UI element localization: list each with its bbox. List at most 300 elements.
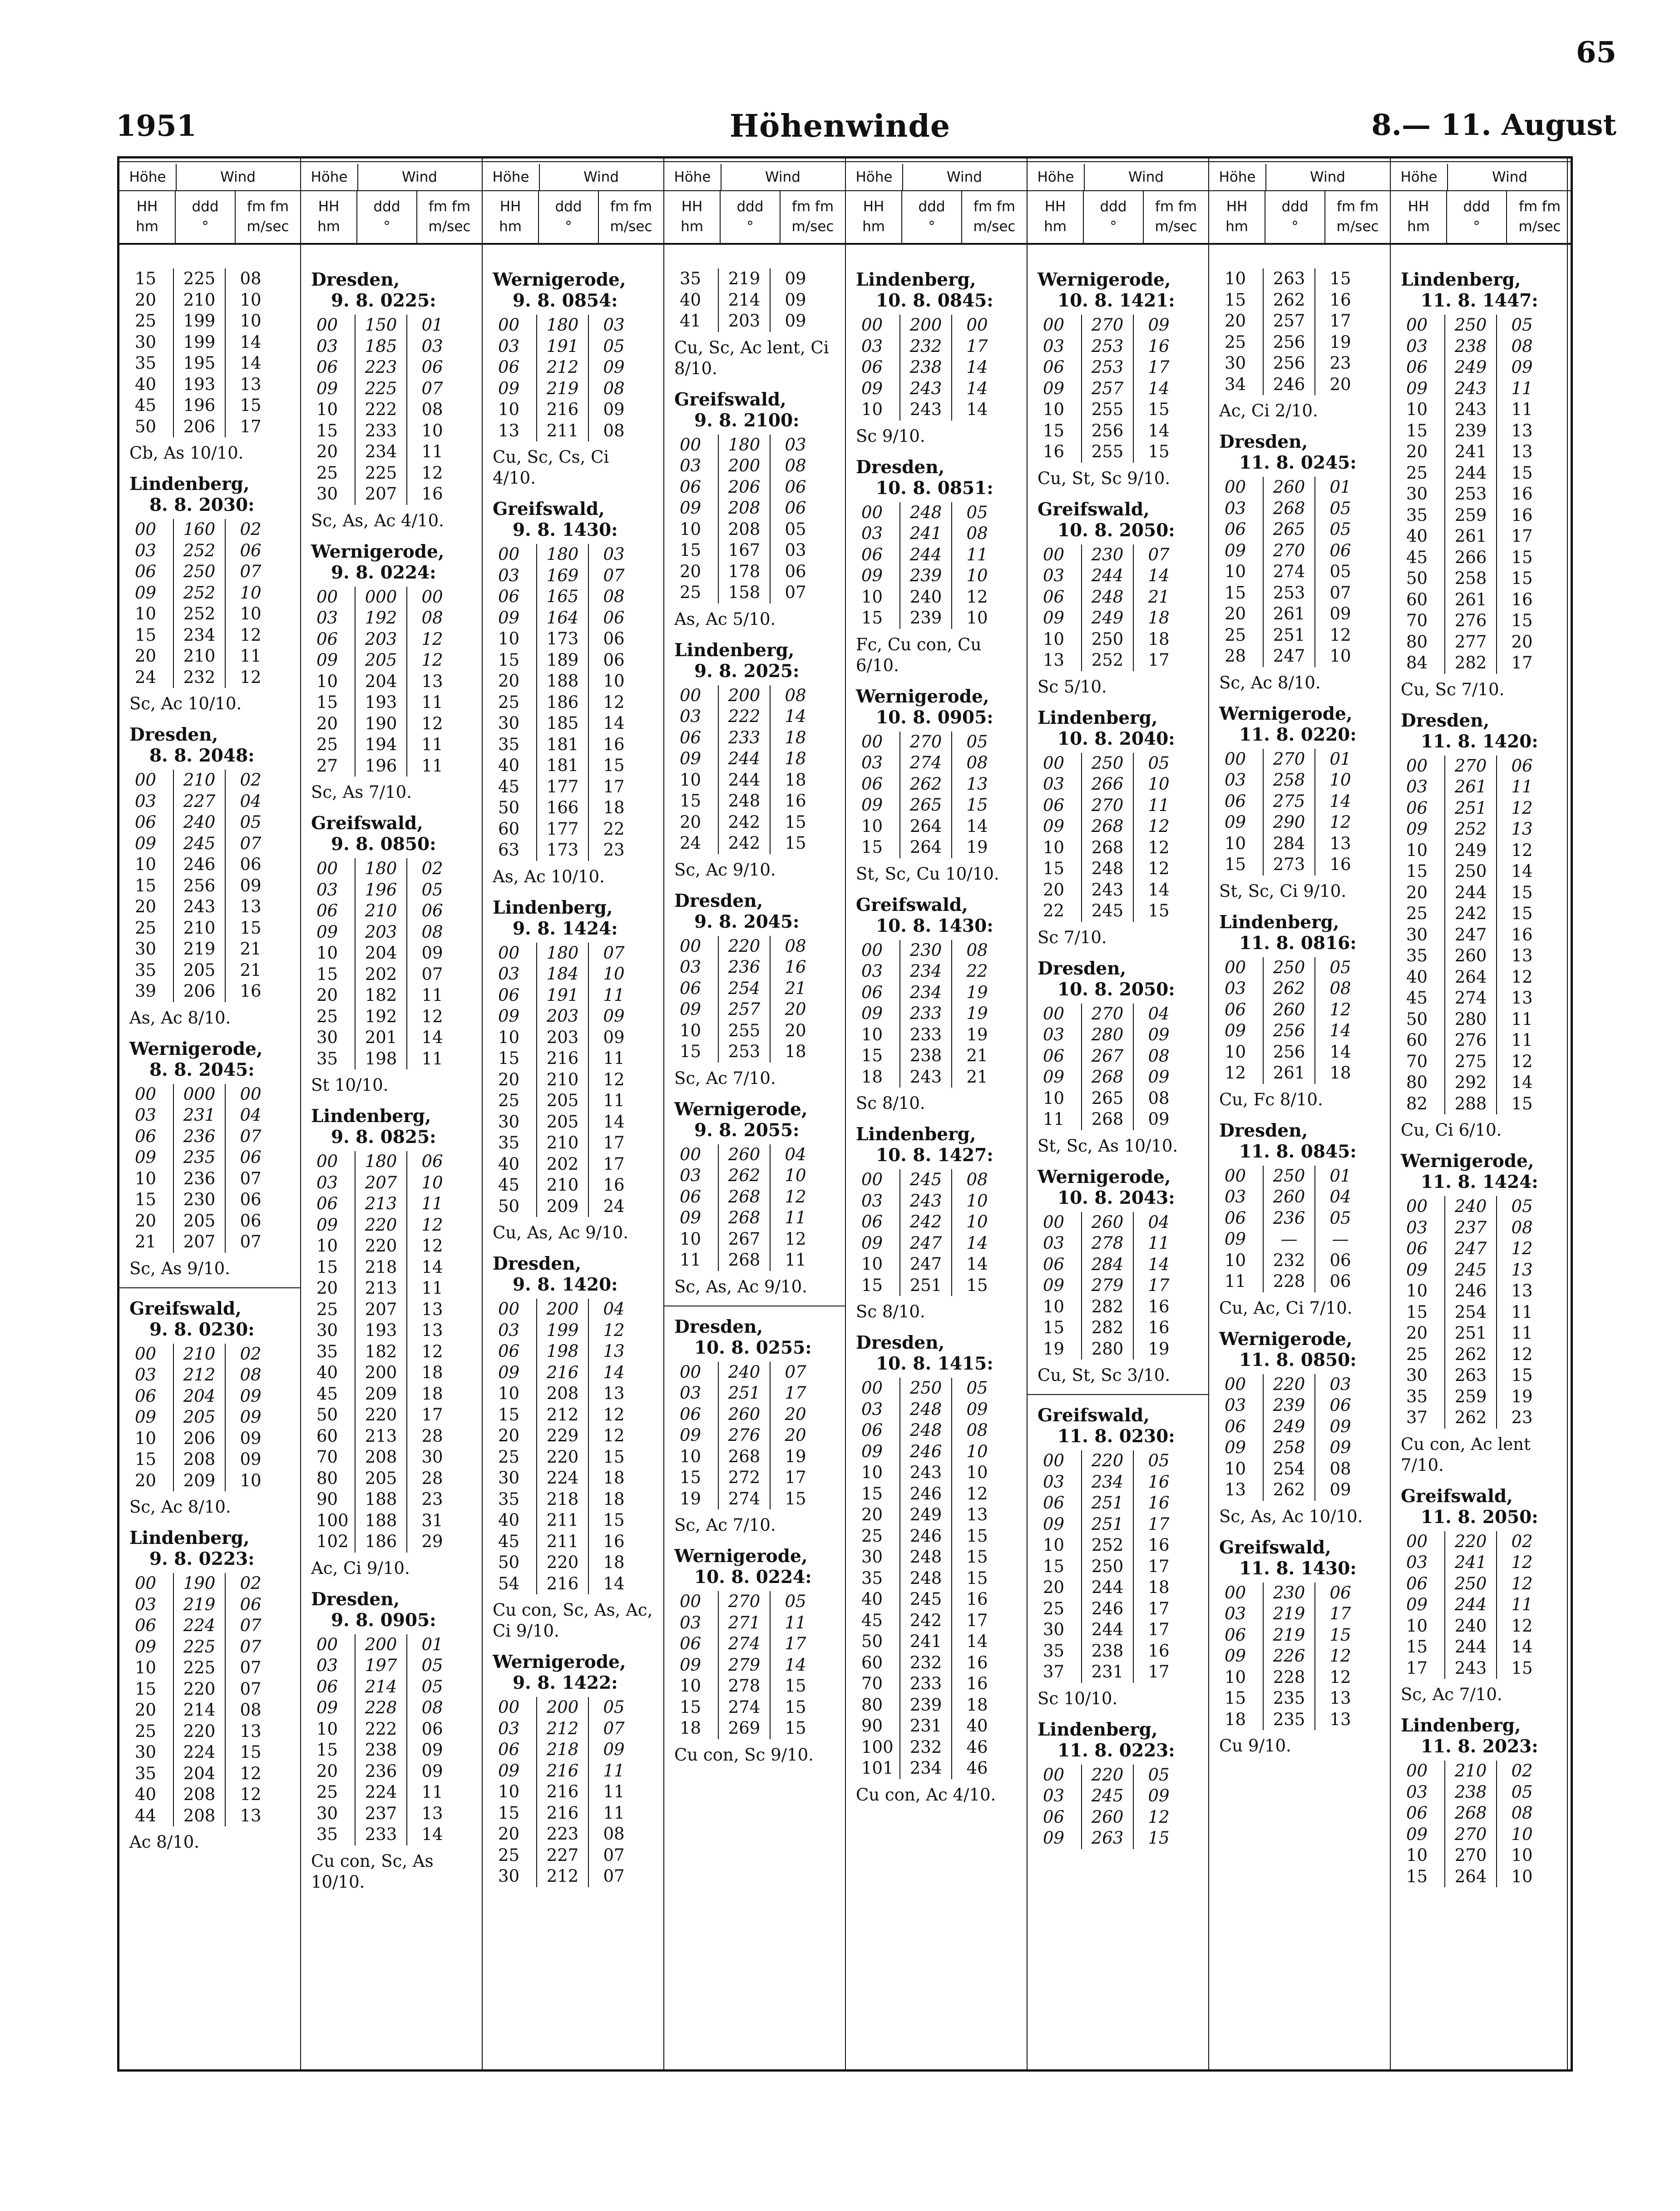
direction-cell: 253 <box>1445 484 1497 505</box>
speed-cell: 11 <box>1511 1302 1533 1322</box>
height-cell: 00 <box>861 502 883 522</box>
height-cell: 15 <box>135 269 157 288</box>
height-cell: 06 <box>1043 587 1065 607</box>
table-row <box>674 1612 820 1634</box>
speed-cell: 14 <box>603 1112 625 1132</box>
height-cell: 63 <box>498 840 520 860</box>
table-row <box>1038 1786 1184 1807</box>
speed-cell: 11 <box>785 1208 806 1227</box>
speed-cell: 08 <box>966 940 988 960</box>
cloud-note: Cu 9/10. <box>1219 1736 1291 1756</box>
direction-cell: 233 <box>718 727 770 749</box>
cloud-note: Sc, Ac 7/10. <box>674 1515 776 1535</box>
table-row <box>856 1191 1002 1212</box>
speed-cell: 17 <box>421 1405 443 1425</box>
direction-cell: 227 <box>537 1845 588 1866</box>
table-row <box>1401 882 1547 904</box>
direction-cell: 244 <box>1082 1577 1133 1598</box>
table-row <box>1038 587 1184 608</box>
speed-cell: 07 <box>603 1866 625 1886</box>
height-cell: 06 <box>680 1187 702 1207</box>
station-block <box>1219 1329 1380 1527</box>
height-cell: 90 <box>316 1489 338 1509</box>
table-row <box>311 629 457 650</box>
table-row <box>856 336 1002 357</box>
table-row <box>1038 816 1184 837</box>
table-row <box>1401 1093 1547 1115</box>
direction-cell: 247 <box>1445 1238 1497 1260</box>
speed-cell: 14 <box>1329 1042 1351 1062</box>
table-row <box>1401 1637 1547 1658</box>
height-cell: 03 <box>1225 1187 1246 1207</box>
table-row <box>1401 1196 1547 1217</box>
table-row <box>856 1169 1002 1191</box>
table-row <box>674 812 820 833</box>
station-block <box>1038 269 1198 489</box>
speed-cell: 15 <box>1511 1658 1533 1678</box>
table-row <box>311 1719 457 1740</box>
station-time: 9. 8. 2025: <box>694 660 800 682</box>
speed-cell: 18 <box>421 1384 443 1404</box>
speed-cell: 13 <box>421 1299 443 1319</box>
height-cell: 03 <box>1225 979 1246 998</box>
table-row <box>1219 770 1365 791</box>
speed-cell: 09 <box>603 1006 625 1026</box>
table-row <box>1219 833 1365 855</box>
station-time: 11. 8. 0245: <box>1239 452 1357 473</box>
speed-cell: 17 <box>966 336 988 356</box>
height-cell: 15 <box>135 1449 157 1469</box>
table-row <box>311 1634 457 1656</box>
speed-cell: 18 <box>1329 1063 1351 1083</box>
speed-cell: 07 <box>240 1168 262 1188</box>
direction-cell: 222 <box>355 399 407 420</box>
direction-cell: 233 <box>355 1824 407 1845</box>
direction-cell: 181 <box>537 734 588 756</box>
speed-cell: 12 <box>603 1426 625 1445</box>
header-hoehe: Höhe <box>1028 164 1085 190</box>
height-cell: 45 <box>1406 547 1428 567</box>
height-cell: 06 <box>1406 1573 1428 1593</box>
height-cell: 20 <box>316 713 338 733</box>
table-row <box>129 332 276 353</box>
station-time: 10. 8. 0845: <box>876 290 993 311</box>
speed-cell: 12 <box>421 713 443 733</box>
direction-cell: 190 <box>173 1573 225 1594</box>
direction-cell: 270 <box>1445 1845 1497 1866</box>
speed-cell: 05 <box>1148 753 1170 773</box>
speed-cell: 10 <box>1511 1845 1533 1865</box>
speed-cell: 15 <box>1148 400 1170 419</box>
direction-cell: 260 <box>718 1404 770 1425</box>
table-row <box>856 1737 1002 1758</box>
table-row <box>674 519 820 540</box>
table-row <box>1401 378 1547 400</box>
speed-cell: 13 <box>1511 1260 1533 1280</box>
table-row <box>311 1215 457 1236</box>
station-name: Lindenberg, <box>856 1124 976 1145</box>
column-header <box>483 164 663 245</box>
table-row <box>129 1637 276 1658</box>
height-cell: 60 <box>316 1426 338 1446</box>
height-cell: 03 <box>1406 1217 1428 1237</box>
table-row <box>856 1568 1002 1589</box>
height-cell: 28 <box>1225 646 1246 666</box>
speed-cell: 17 <box>1148 357 1170 377</box>
height-cell: 20 <box>135 1211 157 1231</box>
direction-cell: 227 <box>173 791 225 812</box>
station-block <box>856 895 1017 1114</box>
speed-cell: 19 <box>1148 1339 1170 1359</box>
direction-cell: 272 <box>718 1467 770 1489</box>
direction-cell: 223 <box>355 357 407 378</box>
station-name: Lindenberg, <box>1401 269 1521 290</box>
height-cell: 15 <box>1225 290 1246 310</box>
speed-cell: 13 <box>240 1721 262 1741</box>
height-cell: 03 <box>316 1172 338 1192</box>
direction-cell: 210 <box>173 918 225 939</box>
height-cell: 30 <box>1225 353 1246 373</box>
direction-cell: 248 <box>900 1547 952 1568</box>
direction-cell: 212 <box>537 357 588 378</box>
speed-cell: 05 <box>1329 1208 1351 1228</box>
station-time: 10. 8. 1415: <box>876 1353 993 1374</box>
height-cell: 15 <box>1043 1318 1065 1337</box>
height-cell: 09 <box>1043 816 1065 836</box>
speed-cell: 18 <box>785 770 806 790</box>
height-cell: 03 <box>861 753 883 772</box>
direction-cell: 210 <box>173 770 225 791</box>
direction-cell: 230 <box>1082 544 1133 566</box>
direction-cell: 265 <box>1082 1088 1133 1109</box>
direction-cell: 288 <box>1445 1093 1497 1115</box>
table-row <box>493 565 639 587</box>
station-block <box>493 499 653 887</box>
speed-cell: 08 <box>1148 1046 1170 1066</box>
height-cell: 15 <box>498 650 520 670</box>
height-cell: 25 <box>1406 904 1428 923</box>
speed-cell: 13 <box>1511 420 1533 440</box>
height-cell: 40 <box>316 1363 338 1382</box>
table-row <box>129 625 276 646</box>
direction-cell: 251 <box>1263 625 1315 646</box>
height-cell: 15 <box>1225 583 1246 603</box>
table-row <box>1038 1317 1184 1339</box>
table-row <box>129 1344 276 1365</box>
station-time: 9. 8. 0850: <box>331 834 436 855</box>
direction-cell: 216 <box>537 1573 588 1595</box>
table-row <box>674 1165 820 1187</box>
direction-cell: 208 <box>173 1805 225 1827</box>
height-cell: 50 <box>1406 1009 1428 1029</box>
station-name: Wernigerode, <box>1219 703 1353 724</box>
speed-cell: 19 <box>1329 332 1351 352</box>
table-row <box>856 399 1002 420</box>
height-cell: 10 <box>861 400 883 419</box>
height-cell: 20 <box>498 1426 520 1445</box>
direction-cell: 216 <box>537 1048 588 1069</box>
direction-cell: 274 <box>1263 561 1315 583</box>
station-block <box>674 389 835 630</box>
year-label: 1951 <box>116 109 197 143</box>
speed-cell: 14 <box>1148 880 1170 900</box>
height-cell: 06 <box>680 1404 702 1424</box>
speed-cell: 10 <box>966 1212 988 1232</box>
speed-cell: 14 <box>966 816 988 836</box>
direction-cell: 165 <box>537 586 588 608</box>
table-row <box>1401 1866 1547 1888</box>
speed-cell: 15 <box>966 1526 988 1546</box>
height-cell: 18 <box>680 1718 702 1738</box>
direction-cell: 260 <box>1445 945 1497 967</box>
direction-cell: 220 <box>537 1552 588 1573</box>
height-cell: 06 <box>1225 519 1246 539</box>
speed-cell: 13 <box>1511 988 1533 1008</box>
height-cell: 35 <box>498 1489 520 1509</box>
speed-cell: 20 <box>785 999 806 1019</box>
height-cell: 03 <box>861 524 883 543</box>
table-row <box>1219 311 1365 332</box>
table-row <box>493 713 639 734</box>
cloud-note: Cu con, Sc 9/10. <box>674 1745 814 1765</box>
direction-cell: 216 <box>537 1761 588 1782</box>
table-row <box>129 1679 276 1700</box>
table-row <box>856 1526 1002 1547</box>
direction-cell: 248 <box>900 1420 952 1441</box>
station-name: Greifswald, <box>129 1298 242 1319</box>
direction-cell: 197 <box>355 1655 407 1677</box>
speed-cell: 12 <box>421 1006 443 1026</box>
speed-cell: 11 <box>421 756 443 776</box>
station-block <box>1038 1405 1198 1709</box>
height-cell: 15 <box>135 1190 157 1209</box>
height-cell: 03 <box>1043 336 1065 356</box>
height-cell: 30 <box>316 1803 338 1823</box>
height-cell: 35 <box>135 1763 157 1783</box>
direction-cell: 265 <box>1263 519 1315 540</box>
direction-cell: 232 <box>900 1737 952 1758</box>
table-row <box>493 1447 639 1468</box>
speed-cell: 14 <box>966 1233 988 1253</box>
height-cell: 45 <box>316 1384 338 1404</box>
speed-cell: 18 <box>603 1553 625 1572</box>
table-row <box>129 561 276 583</box>
speed-cell: 11 <box>603 1761 625 1781</box>
height-cell: 03 <box>680 1166 702 1185</box>
direction-cell: 208 <box>173 1449 225 1470</box>
table-row <box>1219 290 1365 311</box>
direction-cell: 249 <box>1445 840 1497 861</box>
height-cell: 35 <box>1406 505 1428 525</box>
height-cell: 13 <box>1043 650 1065 670</box>
height-cell: 06 <box>1406 1803 1428 1823</box>
table-row <box>1401 357 1547 378</box>
height-cell: 06 <box>1406 1239 1428 1258</box>
speed-cell: 13 <box>966 774 988 794</box>
table-row <box>1401 1344 1547 1365</box>
speed-cell: 15 <box>1511 463 1533 483</box>
direction-cell: 243 <box>1445 1658 1497 1679</box>
speed-cell: 08 <box>966 1420 988 1440</box>
direction-cell: 242 <box>718 833 770 854</box>
direction-cell: 261 <box>1263 603 1315 625</box>
date-range: 8.— 11. August <box>1371 108 1616 142</box>
height-cell: 03 <box>135 540 157 560</box>
direction-cell: 180 <box>718 435 770 456</box>
table-row <box>856 1547 1002 1568</box>
height-cell: 09 <box>1225 1021 1246 1040</box>
station-name: Greifswald, <box>1038 1405 1150 1426</box>
station-time: 9. 8. 2045: <box>694 911 800 932</box>
station-name: Dresden, <box>1401 710 1490 731</box>
station-block <box>1401 1486 1562 1706</box>
height-cell: 20 <box>861 1505 883 1524</box>
table-row <box>1401 1051 1547 1073</box>
speed-cell: 12 <box>603 1405 625 1425</box>
station-time: 8. 8. 2048: <box>149 745 255 766</box>
direction-cell: 280 <box>1445 1009 1497 1030</box>
height-cell: 10 <box>680 1229 702 1249</box>
station-block <box>311 1589 472 1893</box>
height-cell: 20 <box>1043 1578 1065 1597</box>
height-cell: 25 <box>316 463 338 483</box>
height-cell: 00 <box>135 1084 157 1104</box>
direction-cell: 271 <box>718 1612 770 1634</box>
direction-cell: 247 <box>900 1254 952 1275</box>
speed-cell: 11 <box>785 1250 806 1270</box>
speed-cell: 13 <box>603 1341 625 1361</box>
speed-cell: 07 <box>785 1362 806 1382</box>
speed-cell: 15 <box>785 1676 806 1696</box>
direction-cell: 241 <box>1445 441 1497 463</box>
speed-cell: 04 <box>240 1105 262 1125</box>
height-cell: 10 <box>316 1236 338 1256</box>
header-ff: fm fm m/sec <box>791 198 834 235</box>
direction-cell: 193 <box>173 374 225 396</box>
station-block <box>129 268 290 464</box>
table-row <box>311 858 457 880</box>
table-row <box>856 1484 1002 1505</box>
height-cell: 06 <box>680 727 702 747</box>
direction-cell: 000 <box>173 1084 225 1105</box>
height-cell: 06 <box>1225 1416 1246 1436</box>
speed-cell: 10 <box>421 1172 443 1192</box>
direction-cell: 251 <box>1082 1493 1133 1514</box>
speed-cell: 12 <box>1511 1344 1533 1364</box>
direction-cell: 264 <box>900 816 952 837</box>
speed-cell: 10 <box>1511 1866 1533 1886</box>
speed-cell: 08 <box>421 608 443 628</box>
direction-cell: 240 <box>173 812 225 833</box>
speed-cell: 18 <box>603 1489 625 1509</box>
speed-cell: 12 <box>1148 837 1170 857</box>
station-time: 11. 8. 0816: <box>1239 932 1357 954</box>
height-cell: 00 <box>680 1592 702 1611</box>
table-row <box>1038 1641 1184 1662</box>
direction-cell: 237 <box>355 1803 407 1825</box>
speed-cell: 15 <box>966 1568 988 1588</box>
height-cell: 30 <box>316 1028 338 1047</box>
cloud-note: St 10/10. <box>311 1075 389 1095</box>
height-cell: 15 <box>861 1046 883 1065</box>
table-row <box>856 1212 1002 1233</box>
height-cell: 40 <box>498 1510 520 1530</box>
speed-cell: 17 <box>603 1133 625 1152</box>
table-row <box>129 1805 276 1827</box>
station-name: Lindenberg, <box>674 639 795 661</box>
speed-cell: 04 <box>603 1299 625 1319</box>
direction-cell: 220 <box>1445 1531 1497 1553</box>
table-row <box>1219 1395 1365 1416</box>
height-cell: 20 <box>498 1824 520 1844</box>
table-row <box>129 1168 276 1190</box>
table-row <box>1038 880 1184 901</box>
table-row <box>674 1718 820 1739</box>
table-row <box>493 1090 639 1112</box>
direction-cell: 242 <box>900 1212 952 1233</box>
direction-cell: 188 <box>355 1510 407 1532</box>
direction-cell: 209 <box>173 1470 225 1492</box>
speed-cell: 12 <box>1511 1239 1533 1258</box>
direction-cell: 236 <box>1263 1208 1315 1229</box>
table-row <box>1401 1594 1547 1616</box>
table-row <box>1038 774 1184 795</box>
direction-cell: 220 <box>718 936 770 957</box>
direction-cell: 205 <box>537 1090 588 1112</box>
direction-cell: 238 <box>1082 1641 1133 1662</box>
speed-cell: 06 <box>785 477 806 497</box>
height-cell: 15 <box>1043 420 1065 440</box>
speed-cell: 11 <box>1511 1009 1533 1029</box>
height-cell: 10 <box>861 1024 883 1044</box>
speed-cell: 16 <box>966 1652 988 1672</box>
direction-cell: 251 <box>1445 798 1497 819</box>
direction-cell: 218 <box>537 1489 588 1510</box>
header-ff: fm fm m/sec <box>1336 198 1379 235</box>
table-row <box>1401 315 1547 336</box>
table-row <box>856 816 1002 837</box>
direction-cell: 236 <box>173 1168 225 1190</box>
speed-cell: 06 <box>240 1148 262 1167</box>
table-row <box>1219 1583 1365 1604</box>
station-time: 11. 8. 1430: <box>1239 1558 1357 1579</box>
height-cell: 09 <box>1406 1595 1428 1614</box>
table-row <box>1038 565 1184 587</box>
direction-cell: 244 <box>718 748 770 770</box>
direction-cell: 250 <box>1445 1573 1497 1595</box>
direction-cell: 180 <box>537 943 588 964</box>
table-row <box>129 540 276 562</box>
height-cell: 00 <box>316 1152 338 1171</box>
direction-cell: 257 <box>1263 311 1315 332</box>
speed-cell: 16 <box>421 484 443 504</box>
direction-cell: 244 <box>1445 1594 1497 1616</box>
height-cell: 10 <box>498 1782 520 1801</box>
table-row <box>856 1420 1002 1441</box>
direction-cell: 184 <box>537 964 588 985</box>
speed-cell: 05 <box>1329 498 1351 518</box>
table-row <box>1401 1803 1547 1824</box>
speed-cell: 11 <box>421 985 443 1005</box>
speed-cell: 17 <box>603 777 625 796</box>
height-cell: 45 <box>498 1531 520 1551</box>
table-row <box>311 943 457 964</box>
table-row <box>129 1147 276 1168</box>
page-number: 65 <box>1576 35 1616 69</box>
height-cell: 06 <box>316 1194 338 1213</box>
speed-cell: 09 <box>966 1399 988 1419</box>
table-row <box>1038 1339 1184 1360</box>
